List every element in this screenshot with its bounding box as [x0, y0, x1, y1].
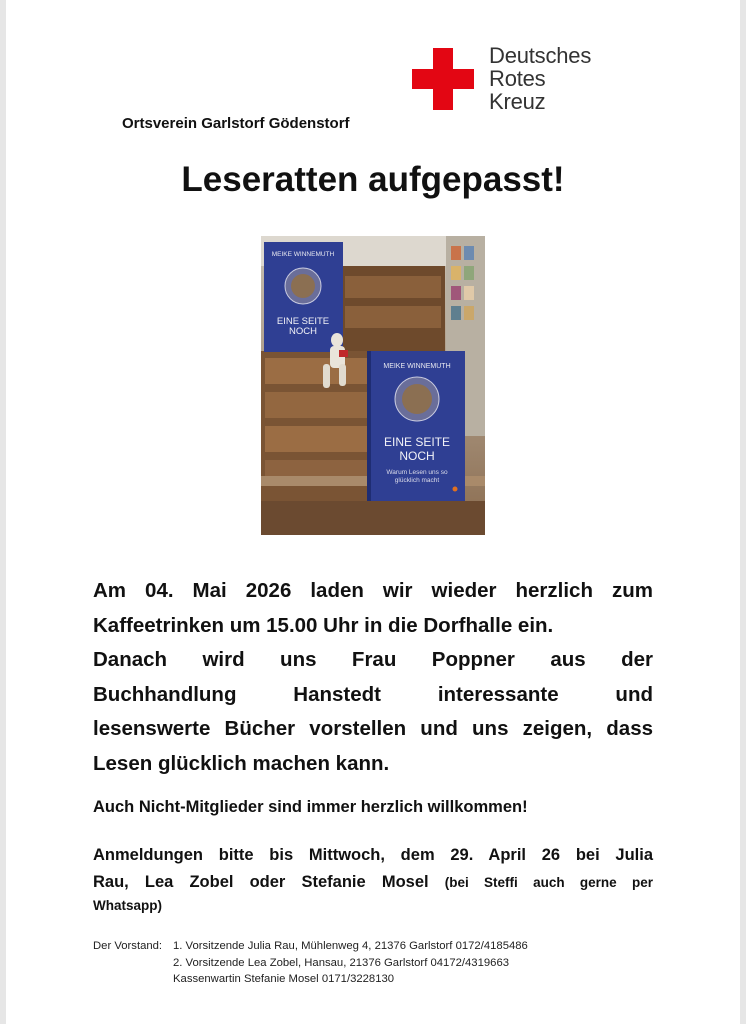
headline: Leseratten aufgepasst!: [181, 160, 565, 199]
drk-logo-text: [489, 44, 591, 113]
event-line-1: Am 04. Mai 2026 laden wir wieder herzlich zum: [93, 579, 653, 602]
book-subtitle-1: Warum Lesen uns so: [386, 469, 448, 476]
book-title-top-2: NOCH: [289, 326, 317, 337]
logo-line-3: Kreuz: [489, 89, 546, 114]
signup-contacts: Rau, Lea Zobel oder Stefanie Mosel: [93, 873, 429, 891]
guests-welcome: Auch Nicht-Mitglieder sind immer herzlich willkommen!: [93, 798, 528, 816]
event-line-5: lesenswerte Bücher vorstellen und uns zeigen, dass: [93, 717, 653, 740]
book-title-top-1: EINE SEITE: [276, 316, 330, 327]
signup-line-3: Whatsapp): [93, 898, 162, 913]
event-line-4: Buchhandlung Hanstedt interessante und: [93, 682, 653, 706]
book-author-bottom: MEIKE WINNEMUTH: [383, 363, 451, 370]
book-subtitle-2: glücklich macht: [394, 477, 440, 484]
flyer-page: [6, 0, 740, 1024]
board-info: [93, 938, 528, 988]
board-line-3: Kassenwartin Stefanie Mosel 0171/3228130: [173, 973, 395, 985]
book-title-bottom-1: EINE SEITE: [383, 435, 451, 449]
board-line-2: 2. Vorsitzende Lea Zobel, Hansau, 21376 Garlstorf 04172/4319663: [173, 956, 510, 969]
board-label: Der Vorstand:: [93, 940, 163, 952]
book-photo-drawing: [261, 236, 485, 535]
event-line-3: Danach wird uns Frau Poppner aus der: [93, 648, 653, 671]
book-title-bottom-2: NOCH: [399, 449, 435, 463]
logo-line-1: Deutsches: [489, 43, 592, 68]
book-author-top: MEIKE WINNEMUTH: [271, 251, 335, 258]
org-name: Ortsverein Garlstorf Gödenstorf: [122, 115, 350, 132]
event-description: [93, 574, 653, 781]
red-cross-icon: [412, 48, 474, 110]
event-line-6: Lesen glücklich machen kann.: [93, 751, 390, 775]
signup-whatsapp-note: (bei Steffi auch gerne per: [444, 875, 653, 890]
signup-line-2: [93, 869, 653, 896]
signup-info: [93, 842, 653, 916]
board-line-1: 1. Vorsitzende Julia Rau, Mühlenweg 4, 21376 Garlstorf 0172/4185486: [173, 940, 528, 952]
logo-line-2: Rotes: [489, 66, 546, 91]
event-line-2: Kaffeetrinken um 15.00 Uhr in die Dorfhalle ein.: [93, 613, 554, 637]
book-photo: [261, 236, 485, 535]
signup-line-1: Anmeldungen bitte bis Mittwoch, dem 29. April 26 bei Julia: [93, 846, 653, 864]
